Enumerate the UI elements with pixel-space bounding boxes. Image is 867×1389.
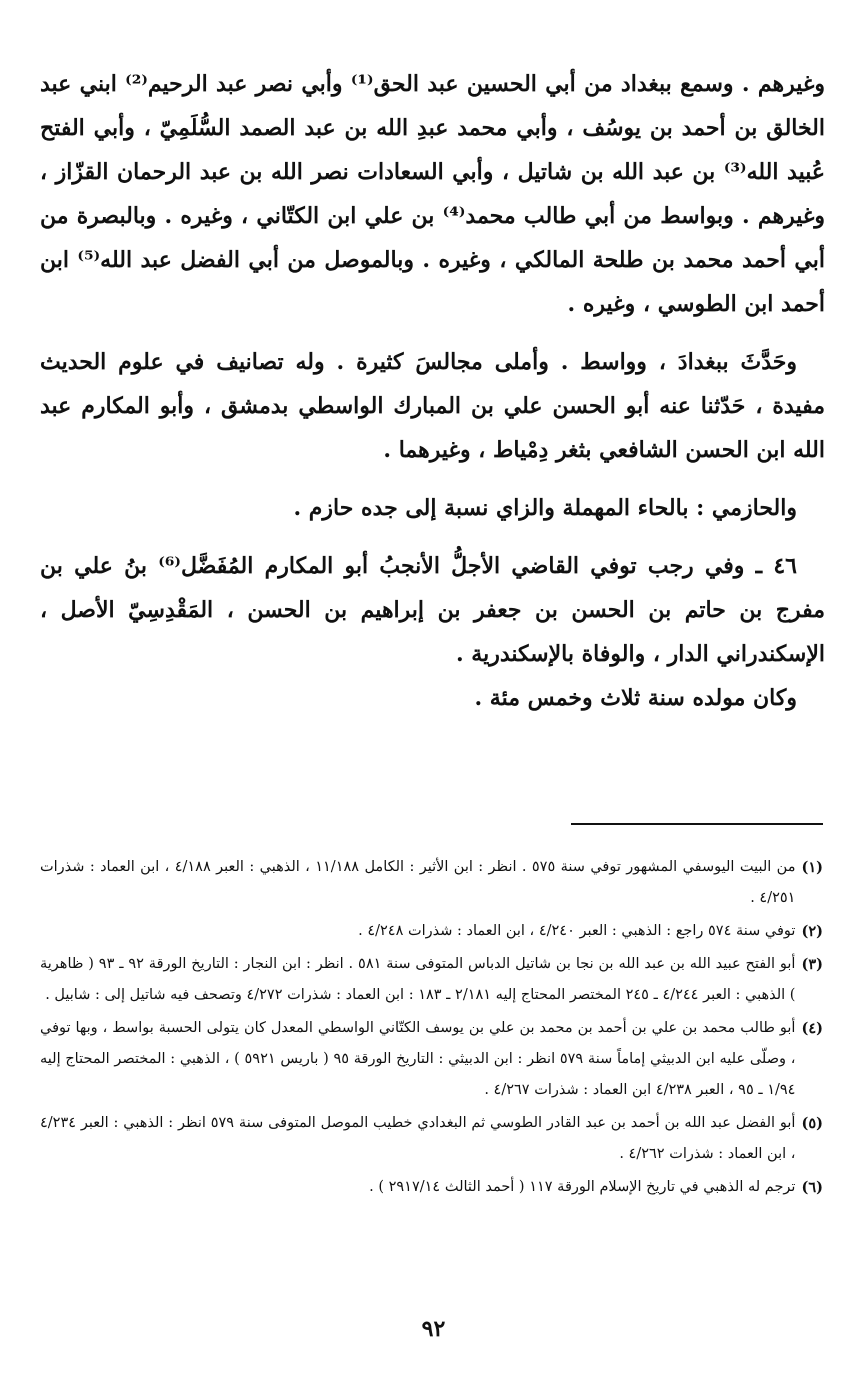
footnote-number: (٥): [801, 1115, 823, 1132]
footnote-text: من البيت اليوسفي المشهور توفي سنة ٥٧٥ . انظر : ابن الأثير : الكامل ١١/١٨٨ ، الذهبي : العبر ٤/١٨٨ ، ابن العماد : شذرات ٤/٢٥١ .: [40, 859, 796, 906]
footnote-number: (٤): [801, 1020, 823, 1037]
footnote-number: (٣): [801, 956, 823, 973]
footnote-number: (١): [801, 859, 823, 876]
footnote-number: (٢): [801, 923, 823, 940]
footnote-3: [40, 949, 823, 1011]
footnote-1: [40, 852, 823, 914]
footnote-4: [40, 1013, 823, 1106]
paragraph-hazimi: والحازمي : بالحاء المهملة والزاي نسبة إلى جده حازم .: [293, 495, 797, 521]
main-text: [40, 62, 825, 720]
paragraph-entry-46: ٤٦ ـ وفي رجب توفي القاضي الأجلُّ الأنجبُ أبو المكارم المُفَضَّل⁽⁶⁾ بنُ علي بن مفرج بن حاتم بن الحسن بن جعفر بن إبراهيم بن الحسن ، المَقْدِسِيّ الأصل ، الإسكندراني الدار ، والوفاة بالإسكندرية .: [40, 553, 825, 667]
paragraph-haddatha: وحَدَّثَ ببغدادَ ، وواسط . وأملى مجالسَ كثيرة . وله تصانيف في علوم الحديث مفيدة ، حَدّثنا عنه أبو الحسن علي بن المبارك الواسطي بدمشق ، وأبو المكارم عبد الله ابن الحسن الشافعي بثغر دِمْياط ، وغيرهما .: [40, 349, 825, 463]
footnote-6: [40, 1172, 823, 1203]
footnote-5: [40, 1108, 823, 1170]
footnote-text: أبو طالب محمد بن علي بن أحمد بن محمد بن علي بن يوسف الكتّاني الواسطي المعدل كان يتولى الحسبة بواسط ، وبها توفي ، وصلّى عليه ابن الدبيثي إماماً سنة ٥٧٩ انظر : ابن الدبيثي : التاريخ الورقة ٩٥ ( باريس ٥٩٢١ ) ، الذهبي : المختصر المحتاج إليه ١/٩٤ ـ ٩٥ ، العبر ٤/٢٣٨ ابن العماد : شذرات ٤/٢٦٧ .: [40, 1020, 796, 1098]
footnote-separator: [571, 823, 823, 825]
paragraph-sama: وغيرهم . وسمع ببغداد من أبي الحسين عبد الحق⁽¹⁾ وأبي نصر عبد الرحيم⁽²⁾ ابني عبد الخالق بن أحمد بن يوسُف ، وأبي محمد عبدِ الله بن عبد الصمد السُّلَمِيّ ، وأبي الفتح عُبيد الله⁽³⁾ بن عبد الله بن شاتيل ، وأبي السعادات نصر الله بن عبد الرحمان القزّاز ، وغيرهم . وبواسط من أبي طالب محمد⁽⁴⁾ بن علي ابن الكتّاني ، وغيره . وبالبصرة من أبي أحمد محمد بن طلحة المالكي ، وغيره . وبالموصل من أبي الفضل عبد الله⁽⁵⁾ ابن أحمد ابن الطوسي ، وغيره .: [40, 71, 825, 317]
page-number: ٩٢: [421, 1316, 446, 1342]
footnotes: [40, 852, 823, 1205]
paragraph-mawlid: وكان مولده سنة ثلاث وخمس مئة .: [474, 685, 797, 711]
footnote-text: أبو الفضل عبد الله بن أحمد بن عبد القادر الطوسي ثم البغدادي خطيب الموصل المتوفى سنة ٥٧٩ انظر : الذهبي : العبر ٤/٢٣٤ ، ابن العماد : شذرات ٤/٢٦٢ .: [40, 1115, 796, 1162]
footnote-text: ترجم له الذهبي في تاريخ الإسلام الورقة ١١٧ ( أحمد الثالث ٢٩١٧/١٤ ) .: [369, 1179, 796, 1195]
footnote-2: [40, 916, 823, 947]
footnote-text: أبو الفتح عبيد الله بن عبد الله بن نجا بن شاتيل الدباس المتوفى سنة ٥٨١ . انظر : ابن النجار : التاريخ الورقة ٩٢ ـ ٩٣ ( ظاهرية ) الذهبي : العبر ٤/٢٤٤ ـ ٢٤٥ المختصر المحتاج إليه ٢/١٨١ ـ ١٨٣ : ابن العماد : شذرات ٤/٢٧٢ وتصحف فيه شاتيل إلى : شابيل .: [40, 956, 796, 1003]
footnote-text: توفي سنة ٥٧٤ راجع : الذهبي : العبر ٤/٢٤٠ ، ابن العماد : شذرات ٤/٢٤٨ .: [358, 923, 796, 939]
footnote-number: (٦): [801, 1179, 823, 1196]
